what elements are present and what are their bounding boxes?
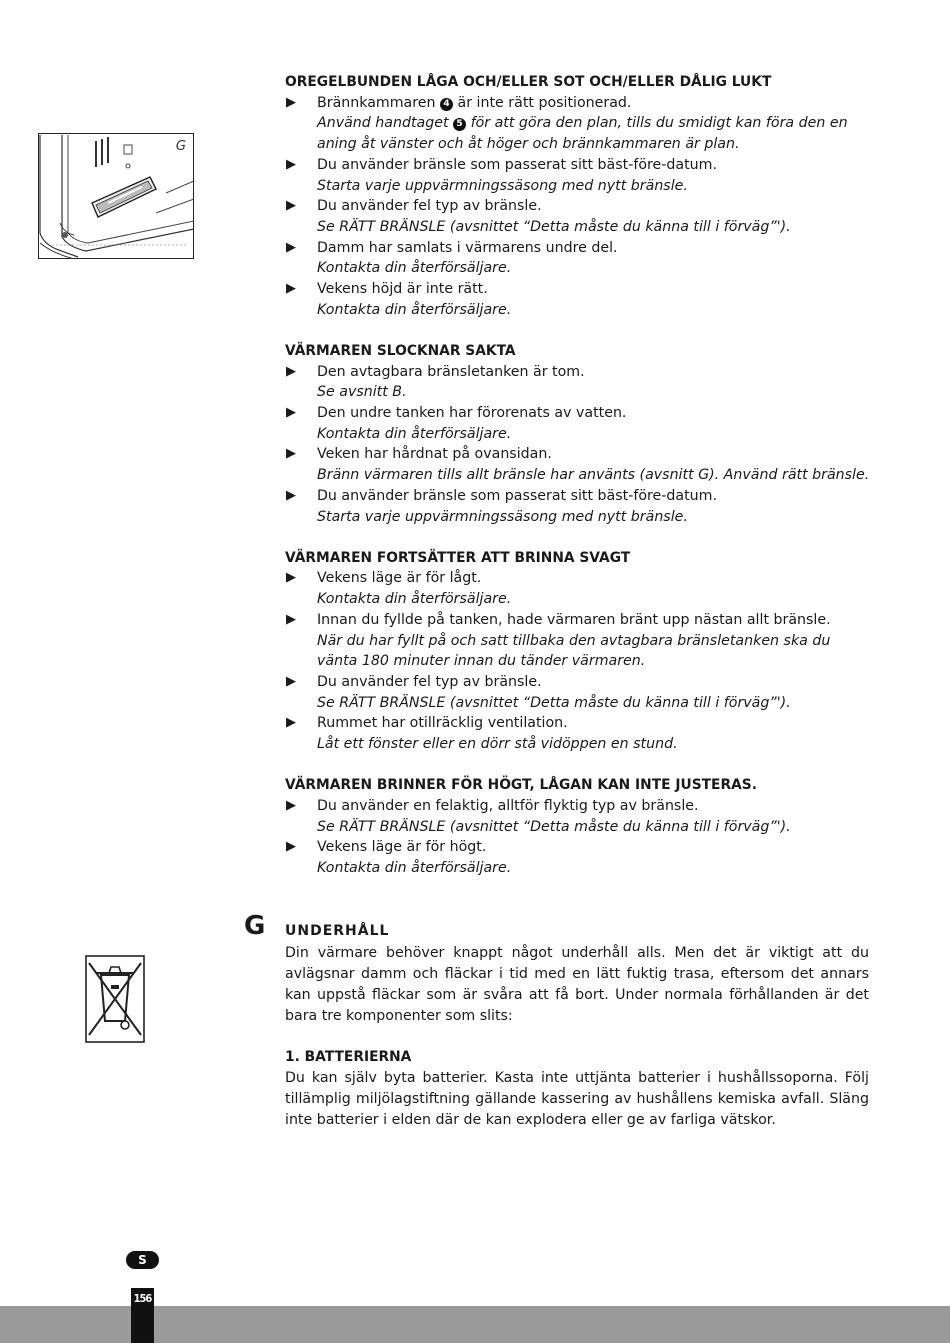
list-item <box>285 93 875 155</box>
part-number-badge: 5 <box>453 118 466 131</box>
section-heading: VÄRMAREN BRINNER FÖR HÖGT, LÅGAN KAN INTE JUSTERAS. <box>285 777 757 794</box>
list-item <box>285 238 875 279</box>
arrow-icon: ▶ <box>286 570 296 586</box>
cause-text: Vekens höjd är inte rätt. <box>317 281 488 298</box>
list-item <box>285 796 875 837</box>
arrow-icon: ▶ <box>286 281 296 297</box>
cause-text: Du använder bränsle som passerat sitt bäst-före-datum. <box>317 156 717 173</box>
crossed-out-bin-icon <box>85 955 145 1043</box>
fix-text: Kontakta din återförsäljare. <box>317 301 512 318</box>
list-item <box>285 403 875 444</box>
fix-text: Bränn värmaren tills allt bränsle har använts (avsnitt G). Använd rätt bränsle. <box>317 467 870 484</box>
cause-text: Den undre tanken har förorenats av vatten. <box>317 405 627 422</box>
fix-text: Kontakta din återförsäljare. <box>317 260 512 277</box>
arrow-icon: ▶ <box>286 611 296 627</box>
batteries-paragraph: Du kan själv byta batterier. Kasta inte uttjänta batterier i hushållssoporna. Följ tillämplig miljölagstiftning gällande kassering av hushållens kemiska avfall. Släng inte batterier i elden där de kan explodera eller ge av farliga vätskor. <box>285 1070 869 1128</box>
list-item <box>285 444 875 485</box>
arrow-icon: ▶ <box>286 839 296 855</box>
list-item <box>285 610 875 672</box>
section-heading: VÄRMAREN SLOCKNAR SAKTA <box>285 342 516 359</box>
fix-text: Låt ett fönster eller en dörr stå vidöppen en stund. <box>317 736 678 753</box>
cause-text: Brännkammaren 4 är inte rätt positionerad. <box>317 94 632 111</box>
arrow-icon: ▶ <box>286 798 296 813</box>
fix-text: Kontakta din återförsäljare. <box>317 860 512 877</box>
section-heading: VÄRMAREN FORTSÄTTER ATT BRINNA SVAGT <box>285 549 631 566</box>
fix-text: Kontakta din återförsäljare. <box>317 591 512 608</box>
arrow-icon: ▶ <box>286 94 296 110</box>
arrow-icon: ▶ <box>286 446 296 462</box>
section-burns-too-high <box>285 775 875 879</box>
section-heading: OREGELBUNDEN LÅGA OCH/ELLER SOT OCH/ELLER DÅLIG LUKT <box>285 74 772 90</box>
figure-label: G <box>175 139 186 154</box>
intro-paragraph: Din värmare behöver knappt något underhåll alls. Men det är viktigt att du avlägsnar damm och fläckar i tid med en lätt fuktig trasa, eftersom det annars kan uppstå fläckar som är svåra att få bort. Under normala förhållanden är det bara tre komponenter som slits: <box>285 945 869 1024</box>
troubleshooting-content <box>285 72 875 899</box>
list-item <box>285 279 875 320</box>
section-title: UNDERHÅLL <box>285 923 390 939</box>
cause-text: Innan du fyllde på tanken, hade värmaren bränt upp nästan allt bränsle. <box>317 611 831 628</box>
page-number: 156 <box>133 1292 152 1305</box>
list-item <box>285 486 875 527</box>
list-item <box>285 713 875 754</box>
fix-text: Se RÄTT BRÄNSLE (avsnittet “Detta måste du känna till i förväg”'). <box>317 818 791 835</box>
arrow-icon: ▶ <box>286 239 296 255</box>
list-item <box>285 568 875 609</box>
arrow-icon: ▶ <box>286 156 296 172</box>
cause-text: Du använder bränsle som passerat sitt bäst-före-datum. <box>317 487 717 504</box>
arrow-icon: ▶ <box>286 198 296 214</box>
arrow-icon: ▶ <box>286 487 296 503</box>
list-item <box>285 837 875 878</box>
heater-base-illustration <box>38 133 194 259</box>
maintenance-section <box>285 921 869 1131</box>
section-heater-goes-out <box>285 341 875 527</box>
fix-text: När du har fyllt på och satt tillbaka den avtagbara bränsletanken ska du vänta 180 minuter innan du tänder värmaren. <box>317 632 831 670</box>
section-irregular-flame <box>285 72 875 320</box>
cause-text: Veken har hårdnat på ovansidan. <box>317 446 552 463</box>
section-burns-weakly <box>285 548 875 755</box>
list-item <box>285 196 875 237</box>
arrow-icon: ▶ <box>286 673 296 689</box>
list-item <box>285 155 875 196</box>
section-letter: G <box>244 911 266 941</box>
cause-text: Vekens läge är för lågt. <box>317 570 482 587</box>
cause-text: Du använder en felaktig, alltför flyktig typ av bränsle. <box>317 798 699 814</box>
fix-text: Använd handtaget 5 för att göra den plan, tills du smidigt kan föra den en aning åt vänster och åt höger och brännkammaren är plan. <box>317 115 848 153</box>
arrow-icon: ▶ <box>286 715 296 731</box>
fix-text: Kontakta din återförsäljare. <box>317 425 512 442</box>
arrow-icon: ▶ <box>286 405 296 421</box>
part-number-badge: 4 <box>440 98 453 111</box>
fix-text: Starta varje uppvärmningssäsong med nytt bränsle. <box>317 177 688 194</box>
fix-text: Starta varje uppvärmningssäsong med nytt bränsle. <box>317 508 688 525</box>
cause-text: Rummet har otillräcklig ventilation. <box>317 715 568 732</box>
arrow-icon: ▶ <box>286 363 296 379</box>
fix-text: Se avsnitt B. <box>317 384 407 401</box>
fix-text: Se RÄTT BRÄNSLE (avsnittet “Detta måste du känna till i förväg”'). <box>317 694 791 711</box>
sub-heading: 1. BATTERIERNA <box>285 1049 412 1065</box>
fix-text: Se RÄTT BRÄNSLE (avsnittet “Detta måste du känna till i förväg”'). <box>317 218 791 235</box>
cause-text: Damm har samlats i värmarens undre del. <box>317 239 618 256</box>
cause-text: Den avtagbara bränsletanken är tom. <box>317 363 585 380</box>
cause-text: Du använder fel typ av bränsle. <box>317 673 542 690</box>
list-item <box>285 362 875 403</box>
language-badge: S <box>126 1251 159 1269</box>
cause-text: Vekens läge är för högt. <box>317 839 487 856</box>
list-item <box>285 672 875 713</box>
cause-text: Du använder fel typ av bränsle. <box>317 198 542 215</box>
